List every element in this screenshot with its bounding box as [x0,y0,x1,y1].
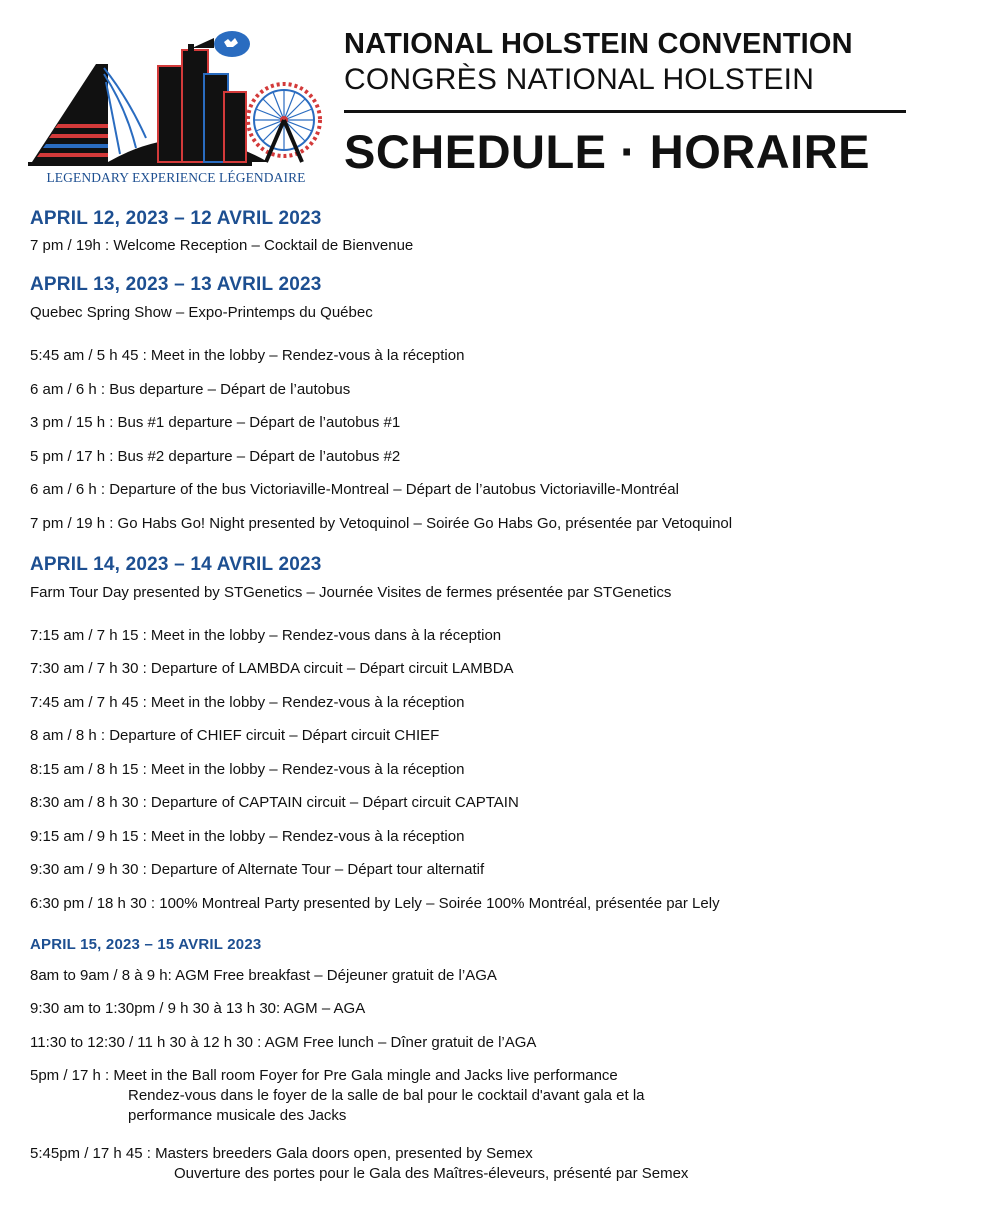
montreal-skyline-logo-icon [28,28,328,188]
event-item-multiline [30,1066,980,1126]
event-line: 5:45pm / 17 h 45 : Masters breeders Gala doors open, presented by Semex [30,1145,533,1162]
day-heading: APRIL 12, 2023 – 12 AVRIL 2023 [30,208,322,229]
schedule-title: SCHEDULE · HORAIRE [344,125,871,178]
event-item: 8:30 am / 8 h 30 : Departure of CAPTAIN circuit – Départ circuit CAPTAIN [30,794,519,811]
event-item: 9:30 am / 9 h 30 : Departure of Alternate Tour – Départ tour alternatif [30,861,485,878]
day-heading: APRIL 14, 2023 – 14 AVRIL 2023 [30,553,322,575]
day-april-13 [30,272,980,534]
day-heading: APRIL 13, 2023 – 13 AVRIL 2023 [30,274,322,295]
event-item: 6 am / 6 h : Bus departure – Départ de l’autobus [30,380,351,398]
day-heading: APRIL 15, 2023 – 15 AVRIL 2023 [30,935,262,953]
event-item: 3 pm / 15 h : Bus #1 departure – Départ de l’autobus #1 [30,414,401,431]
day-april-12 [30,206,980,256]
title-english: NATIONAL HOLSTEIN CONVENTION [344,28,853,60]
event-item: 9:30 am to 1:30pm / 9 h 30 à 13 h 30: AGM – AGA [30,1000,366,1017]
event-item: 6 am / 6 h : Departure of the bus Victoriaville-Montreal – Départ de l’autobus Victoriaville-Montréal [30,481,679,498]
event-item: 5 pm / 17 h : Bus #2 departure – Départ de l’autobus #2 [30,447,401,465]
event-item: 8 am / 8 h : Departure of CHIEF circuit – Départ circuit CHIEF [30,727,440,744]
event-list [30,346,980,534]
event-line-french: Ouverture des portes pour le Gala des Maîtres-éleveurs, présenté par Semex [174,1165,689,1182]
convention-logo [28,28,328,188]
event-item: 7:15 am / 7 h 15 : Meet in the lobby – Rendez-vous dans à la réception [30,626,502,644]
event-list [30,966,980,1185]
header [344,28,906,179]
event-item: 8:15 am / 8 h 15 : Meet in the lobby – Rendez-vous à la réception [30,760,465,778]
event-line: 5pm / 17 h : Meet in the Ball room Foyer for Pre Gala mingle and Jacks live performance [30,1067,618,1084]
event-item-multiline [30,1144,980,1184]
event-item: 9:15 am / 9 h 15 : Meet in the lobby – Rendez-vous à la réception [30,827,465,845]
day-subtitle: Quebec Spring Show – Expo-Printemps du Québec [30,304,373,321]
schedule [30,206,980,1198]
event-list [30,626,980,914]
header-divider [344,110,906,113]
day-april-14 [30,552,980,914]
title-french: CONGRÈS NATIONAL HOLSTEIN [344,63,815,96]
event-item: 7 pm / 19h : Welcome Reception – Cocktail de Bienvenue [30,237,414,254]
event-item: 7:30 am / 7 h 30 : Departure of LAMBDA circuit – Départ circuit LAMBDA [30,660,514,677]
event-list [30,236,980,256]
event-item: 11:30 to 12:30 / 11 h 30 à 12 h 30 : AGM Free lunch – Dîner gratuit de l’AGA [30,1033,537,1051]
day-april-15 [30,934,980,1185]
event-item: 7 pm / 19 h : Go Habs Go! Night presented by Vetoquinol – Soirée Go Habs Go, présentée par Vetoquinol [30,514,733,532]
day-subtitle: Farm Tour Day presented by STGenetics – Journée Visites de fermes présentée par STGenetics [30,583,672,601]
event-line-french: Rendez-vous dans le foyer de la salle de bal pour le cocktail d'avant gala et la [128,1087,645,1104]
event-line-french: performance musicale des Jacks [128,1107,347,1124]
event-item: 8am to 9am / 8 à 9 h: AGM Free breakfast – Déjeuner gratuit de l’AGA [30,966,497,984]
event-item: 6:30 pm / 18 h 30 : 100% Montreal Party presented by Lely – Soirée 100% Montréal, présentée par Lely [30,894,720,912]
event-item: 7:45 am / 7 h 45 : Meet in the lobby – Rendez-vous à la réception [30,693,465,711]
event-item: 5:45 am / 5 h 45 : Meet in the lobby – Rendez-vous à la réception [30,347,465,364]
logo-tagline: LEGENDARY EXPERIENCE LÉGENDAIRE [46,170,306,185]
